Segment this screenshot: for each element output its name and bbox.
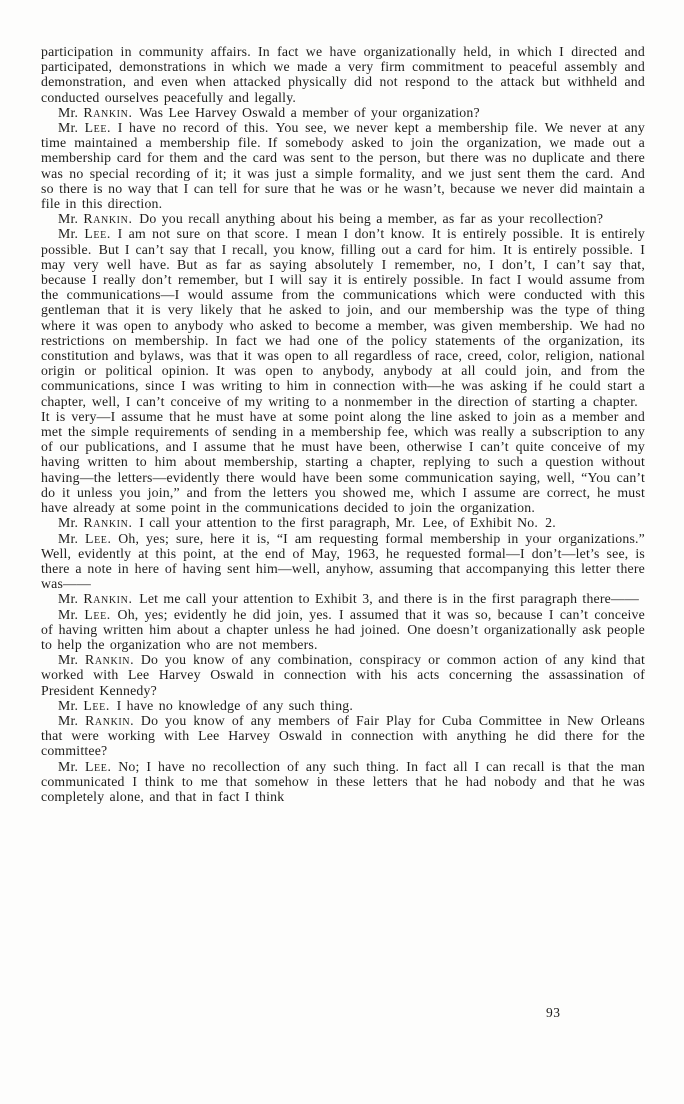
speaker-label: Mr. Rankin. <box>58 591 133 607</box>
speaker-label: Mr. Lee. <box>58 530 112 546</box>
speaker-label: Mr. Lee. <box>58 697 110 713</box>
speaker-label: Mr. Rankin. <box>58 211 133 227</box>
speaker-name: Rankin <box>83 104 129 120</box>
speaker-name: Lee <box>83 697 106 713</box>
speaker-name: Lee <box>84 606 107 622</box>
speaker-label: Mr. Rankin. <box>58 652 134 668</box>
testimony-paragraph: Mr. Rankin. Was Lee Harvey Oswald a member of your organization? <box>58 104 480 120</box>
speaker-name: Lee <box>84 120 108 136</box>
speaker-name: Lee <box>85 530 108 546</box>
speaker-label: Mr. Lee. <box>58 606 111 622</box>
testimony-paragraph: Mr. Rankin. Let me call your attention to Exhibit 3, and there is in the first paragraph there—— <box>58 591 639 607</box>
testimony-paragraph: Mr. Rankin. Do you know of any combination, conspiracy or common action of any kind that worked with Lee Harvey Oswald in connection with his acts concerning the assassination of President Kennedy? <box>41 652 645 698</box>
page-text <box>41 44 645 804</box>
testimony-paragraph: Mr. Lee. I am not sure on that score. I mean I don’t know. It is entirely possible. It is entirely possible. But I can’t say that I recall, you know, filling out a card for him. It is entirely possible. I may very well have. But as far as saying absolutely I remember, no, I don’t, I can’t say that, because I really don’t remember, but I will say it is entirely possible. In fact I would assume from the communications—I would assume from the communications which were conducted with this gentleman that it is very likely that he asked to join, and our membership was the type of thing where it was open to anybody who asked to become a member, was given membership. We had no restrictions on membership. In fact we had one of the policy statements of the organization, its constitution and bylaws, was that it was open to all regardless of race, creed, color, religion, national origin or political opinion. It was open to anybody, anybody at all could join, and from the communications, since I was writing to him in connection with—he was asking if he could start a chapter, well, I can’t conceive of my writing to a nonmember in the direction of starting a chapter. It is very—I assume that he must have at some point along the line asked to join as a member and met the simple requirements of sending in a membership fee, which was really a subscription to any of our publications, and I assume that he must have been, otherwise I can’t quite conceive of my having written to him about membership, starting a chapter, replying to such a question without having—the letters—evidently there would have been some communication saying, well, “You can’t do it unless you join,” and from the letters you showed me, which I assume are correct, he must have already at some point in the communications decided to join the organization. <box>41 226 645 516</box>
speaker-label: Mr. Rankin. <box>58 104 133 120</box>
speaker-name: Rankin <box>85 652 131 668</box>
speaker-name: Rankin <box>85 712 131 728</box>
speaker-name: Lee <box>84 226 107 242</box>
speaker-name: Lee <box>85 758 108 774</box>
testimony-paragraph: Mr. Lee. Oh, yes; evidently he did join, yes. I assumed that it was so, because I can’t conceive of having written him about a chapter unless he had joined. One doesn’t organizationally ask people to help the organization who are not members. <box>41 606 645 652</box>
testimony-paragraph: Mr. Lee. I have no record of this. You see, we never kept a membership file. We never at any time maintained a membership file. If somebody asked to join the organization, we made out a membership card for them and the card was sent to the person, but there was no duplicate and there was no special recording of it; it was just a simple formality, and we just sent them the card. And so there is no way that I can tell for sure that he was or he wasn’t, because we never did maintain a file in this direction. <box>41 120 645 212</box>
testimony-paragraph: Mr. Lee. No; I have no recollection of any such thing. In fact all I can recall is that the man communicated I think to me that somehow in these letters that he had nobody and that he was completely alone, and that in fact I think <box>41 758 645 804</box>
page-number: 93 <box>546 1005 561 1020</box>
continuation-paragraph: participation in community affairs. In fact we have organizationally held, in which I directed and participated, demonstrations in which we made a very firm commitment to peaceful assembly and demonstration, and even when attacked physically did not respond to the attack but withheld and conducted ourselves peacefully and legally. <box>41 44 645 105</box>
testimony-paragraph: Mr. Lee. I have no knowledge of any such thing. <box>58 697 354 713</box>
testimony-paragraph: Mr. Rankin. Do you recall anything about his being a member, as far as your recollection? <box>58 211 604 227</box>
speaker-name: Rankin <box>83 591 129 607</box>
speaker-label: Mr. Rankin. <box>58 712 134 728</box>
speaker-label: Mr. Lee. <box>58 120 111 136</box>
testimony-paragraph: Mr. Rankin. I call your attention to the first paragraph, Mr. Lee, of Exhibit No. 2. <box>58 515 556 531</box>
testimony-paragraph: Mr. Lee. Oh, yes; sure, here it is, “I am requesting formal membership in your organizations.” Well, evidently at this point, at the end of May, 1963, he requested formal—I don’t—let’s see, is there a note in here of having sent him—well, anyhow, assuming that accompanying this letter there was—— <box>41 530 645 592</box>
speaker-label: Mr. Lee. <box>58 758 112 774</box>
testimony-paragraph: Mr. Rankin. Do you know of any members of Fair Play for Cuba Committee in New Orleans that were working with Lee Harvey Oswald in connection with anything he did there for the committee? <box>41 712 645 759</box>
speaker-name: Rankin <box>83 211 129 227</box>
speaker-label: Mr. Lee. <box>58 226 111 242</box>
speaker-name: Rankin <box>83 515 129 531</box>
speaker-label: Mr. Rankin. <box>58 515 133 531</box>
